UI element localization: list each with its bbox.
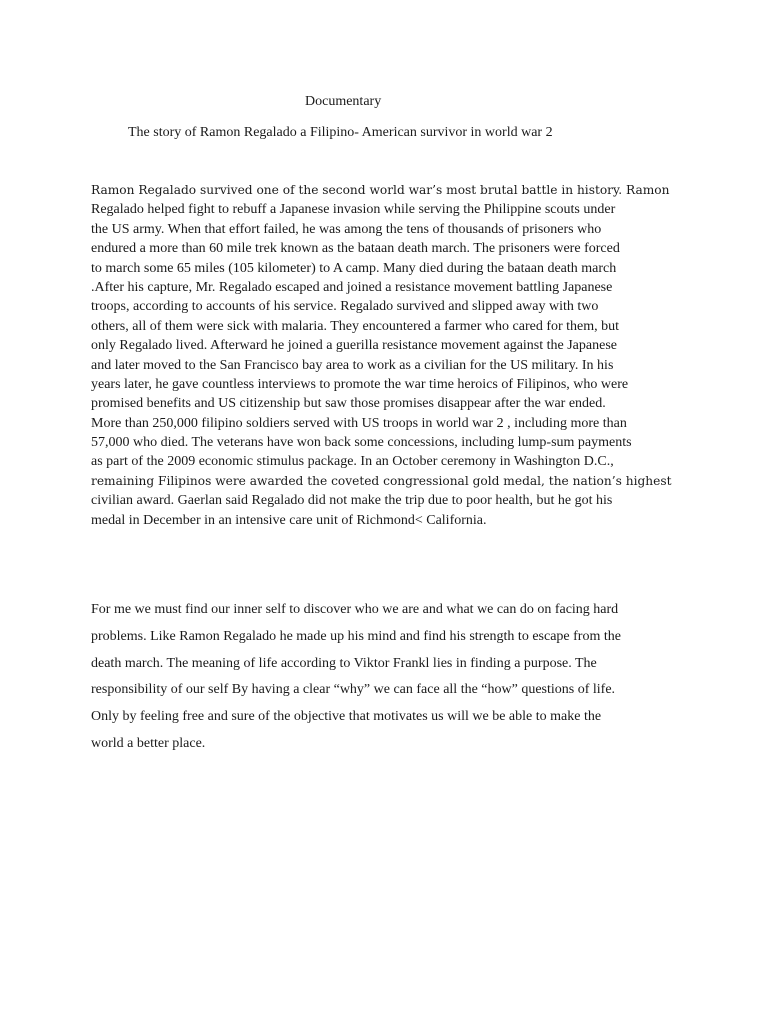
reflection-line: For me we must find our inner self to discover who we are and what we can do on facing hard <box>91 602 619 617</box>
body-line: .After his capture, Mr. Regalado escaped and joined a resistance movement battling Japanese <box>91 279 613 295</box>
body-line: troops, according to accounts of his service. Regalado survived and slipped away with two <box>91 299 599 315</box>
reflection-line: world a better place. <box>91 735 206 751</box>
body-line: as part of the 2009 economic stimulus package. In an October ceremony in Washington D.C., <box>91 454 614 470</box>
body-line: endured a more than 60 mile trek known as the bataan death march. The prisoners were forced <box>91 241 620 257</box>
body-line: years later, he gave countless interviews to promote the war time heroics of Filipinos, who were <box>91 376 629 392</box>
document-subtitle: The story of Ramon Regalado a Filipino- American survivor in world war 2 <box>128 125 553 140</box>
reflection-line: death march. The meaning of life according to Viktor Frankl lies in finding a purpose. The <box>91 655 597 671</box>
body-line: medal in December in an intensive care unit of Richmond< California. <box>91 512 487 528</box>
body-line: and later moved to the San Francisco bay area to work as a civilian for the US military. In his <box>91 357 614 373</box>
body-line: Ramon Regalado survived one of the second world war’s most brutal battle in history. Ramon <box>91 183 670 197</box>
body-line: More than 250,000 filipino soldiers served with US troops in world war 2 , including more than <box>91 415 627 431</box>
body-line: Regalado helped fight to rebuff a Japanese invasion while serving the Philippine scouts under <box>91 202 616 218</box>
body-line: remaining Filipinos were awarded the coveted congressional gold medal, the nation’s highest <box>91 473 672 488</box>
document-title: Documentary <box>305 94 382 109</box>
body-line: promised benefits and US citizenship but saw those promises disappear after the war ended. <box>91 396 606 412</box>
body-line: 57,000 who died. The veterans have won back some concessions, including lump-sum payments <box>91 435 632 451</box>
body-line: to march some 65 miles (105 kilometer) to A camp. Many died during the bataan death march <box>91 260 617 276</box>
body-line: others, all of them were sick with malaria. They encountered a farmer who cared for them, but <box>91 318 620 334</box>
body-line: only Regalado lived. Afterward he joined a guerilla resistance movement against the Japanese <box>91 338 617 354</box>
reflection-line: Only by feeling free and sure of the objective that motivates us will we be able to make the <box>91 709 602 725</box>
body-line: the US army. When that effort failed, he was among the tens of thousands of prisoners who <box>91 221 602 237</box>
body-line: civilian award. Gaerlan said Regalado did not make the trip due to poor health, but he got his <box>91 493 613 509</box>
reflection-paragraph <box>91 597 621 758</box>
reflection-line: problems. Like Ramon Regalado he made up his mind and find his strength to escape from the <box>91 628 621 644</box>
body-paragraph <box>91 181 672 530</box>
reflection-line: responsibility of our self By having a clear “why” we can face all the “how” questions of life. <box>91 682 616 698</box>
